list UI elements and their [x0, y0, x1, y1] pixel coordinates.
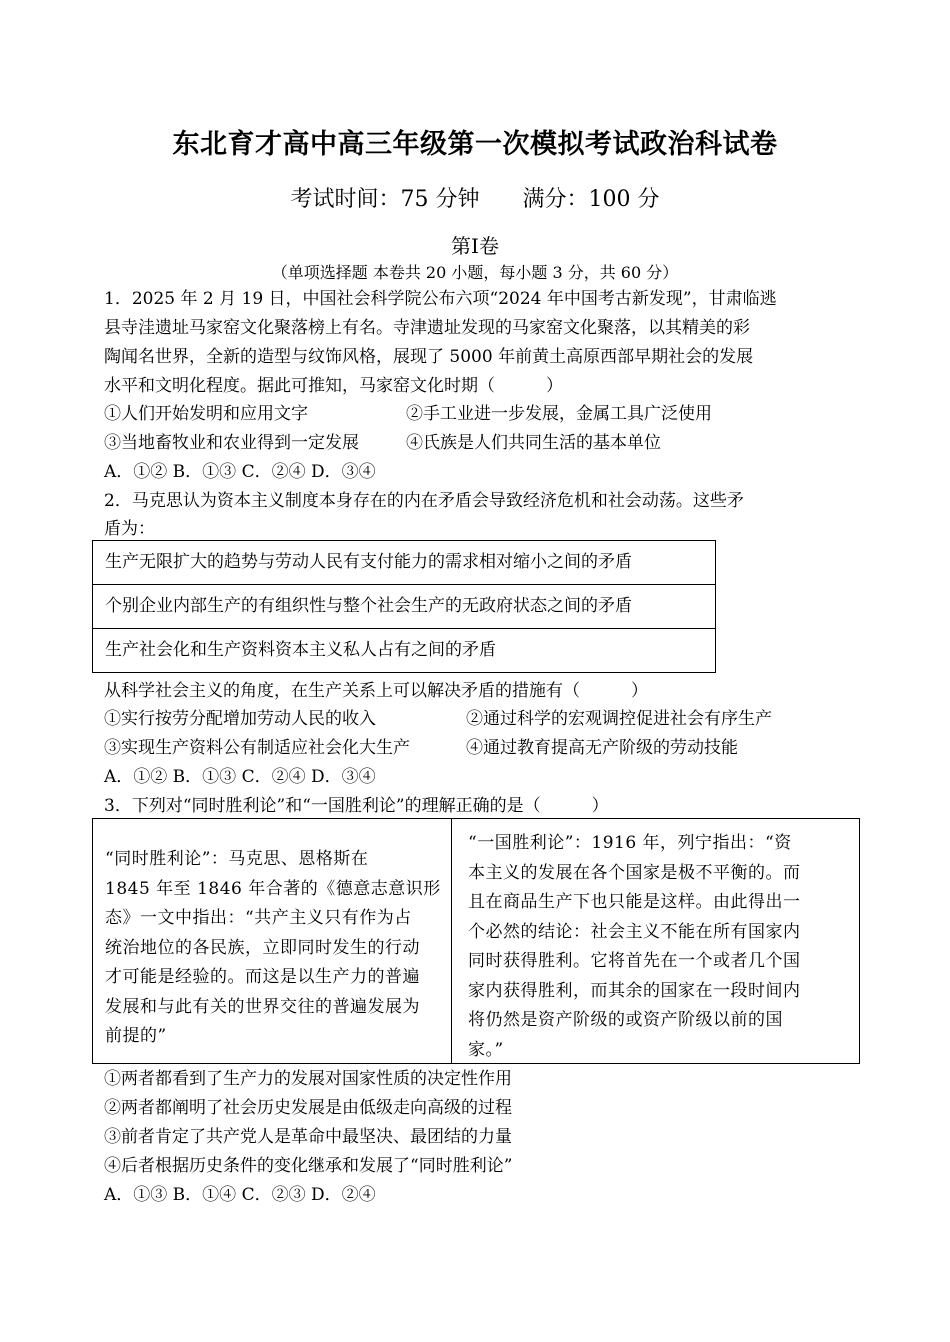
- q3-option-3: ③前者肯定了共产党人是革命中最坚决、最团结的力量: [104, 1127, 512, 1147]
- q1-stem-line: 县寺洼遗址马家窑文化聚落榜上有名。寺津遗址发现的马家窑文化聚落，以其精美的彩: [104, 318, 750, 338]
- q1-option-2: ②手工业进一步发展，金属工具广泛使用: [406, 404, 712, 424]
- q3-left-line: 才可能是经验的。而这是以生产力的普遍: [105, 967, 420, 987]
- q2-option-4: ④通过教育提高无产阶级的劳动技能: [466, 738, 738, 758]
- q2-option-1: ①实行按劳分配增加劳动人民的收入: [104, 709, 376, 729]
- q1-option-4: ④氏族是人们共同生活的基本单位: [406, 433, 661, 453]
- q3-option-1: ①两者都看到了生产力的发展对国家性质的决定性作用: [104, 1069, 512, 1089]
- q3-right-line: 家。”: [468, 1039, 504, 1060]
- volume-label: 第Ⅰ卷: [451, 234, 499, 258]
- q1-option-3: ③当地畜牧业和农业得到一定发展: [104, 433, 359, 453]
- q1-stem-line: 陶闻名世界，全新的造型与纹饰风格，展现了 5000 年前黄土高原西部早期社会的发展: [104, 347, 754, 367]
- q1-option-1: ①人们开始发明和应用文字: [104, 404, 308, 424]
- q3-right-line: 且在商品生产下也只能是这样。由此得出一: [468, 892, 801, 912]
- q1-option-row: [104, 403, 712, 425]
- q3-right-line: 将仍然是资产阶级的或资产阶级以前的国: [468, 1010, 783, 1030]
- q3-right-line: 家内获得胜利，而其余的国家在一段时间内: [468, 980, 801, 1001]
- q3-option-2: ②两者都阐明了社会历史发展是由低级走向高级的过程: [104, 1098, 512, 1118]
- q2-option-3: ③实现生产资料公有制适应社会化大生产: [104, 738, 410, 758]
- q3-stem: 3．下列对“同时胜利论”和“一国胜利论”的理解正确的是（ ）: [104, 796, 609, 816]
- q3-right-line: 同时获得胜利。它将首先在一个或者几个国: [468, 951, 801, 971]
- q2-stem-line: 盾为：: [104, 519, 155, 539]
- q2-option-row: [104, 708, 772, 730]
- q1-stem-line: 水平和文明化程度。据此可推知，马家窑文化时期（ ）: [104, 376, 563, 396]
- exam-time: 考试时间：75 分钟: [290, 187, 480, 212]
- q2-box-row: 个别企业内部生产的有组织性与整个社会生产的无政府状态之间的矛盾: [93, 585, 715, 629]
- q3-right-line: 个必然的结论：社会主义不能在所有国家内: [468, 921, 801, 942]
- q3-simultaneous-victory-cell: [93, 819, 452, 1063]
- exam-info: [0, 182, 950, 213]
- section-note: （单项选择题 本卷共 20 小题，每小题 3 分，共 60 分）: [271, 263, 679, 282]
- q3-answer-choices: A．①③ B．①④ C．②③ D．②④: [104, 1185, 376, 1205]
- q3-left-line: 发展和与此有关的世界交往的普遍发展为: [105, 996, 420, 1017]
- q2-box-row: 生产社会化和生产资料资本主义私人占有之间的矛盾: [105, 640, 496, 660]
- q3-left-line: 统治地位的各民族，立即同时发生的行动: [105, 937, 420, 958]
- q2-box-row: 生产无限扩大的趋势与劳动人民有支付能力的需求相对缩小之间的矛盾: [93, 541, 715, 585]
- q2-contradiction-box: [92, 540, 716, 673]
- q3-left-line: “同时胜利论”：马克思、恩格斯在: [105, 849, 369, 869]
- q3-right-line: “一国胜利论”：1916 年，列宁指出：“资: [468, 833, 792, 853]
- q2-option-row: [104, 737, 738, 759]
- q2-answer-choices: A．①② B．①③ C．②④ D．③④: [104, 767, 376, 787]
- q2-question: 从科学社会主义的角度，在生产关系上可以解决矛盾的措施有（ ）: [104, 681, 648, 701]
- q1-stem-line: 1．2025 年 2 月 19 日，中国社会科学院公布六项“2024 年中国考古新发现”，甘肃临逃: [104, 289, 777, 309]
- q1-option-row: [104, 432, 661, 454]
- q3-option-4: ④后者根据历史条件的变化继承和发展了“同时胜利论”: [104, 1156, 513, 1176]
- exam-score: 满分：100 分: [522, 187, 660, 212]
- exam-title: 东北育才高中高三年级第一次模拟考试政治科试卷: [172, 129, 778, 160]
- q3-one-country-victory-cell: [452, 819, 859, 1063]
- q3-left-line: 态》一文中指出：“共产主义只有作为占: [105, 908, 412, 928]
- q1-answer-choices: A．①② B．①③ C．②④ D．③④: [104, 462, 376, 482]
- q3-comparison-table: [92, 818, 860, 1064]
- q2-option-2: ②通过科学的宏观调控促进社会有序生产: [466, 709, 772, 729]
- q2-stem-line: 2．马克思认为资本主义制度本身存在的内在矛盾会导致经济危机和社会动荡。这些矛: [104, 491, 744, 511]
- q3-left-line: 前提的”: [105, 1026, 167, 1046]
- q3-left-line: 1845 年至 1846 年合著的《德意志意识形: [105, 878, 441, 899]
- q3-right-line: 本主义的发展在各个国家是极不平衡的。而: [468, 862, 801, 883]
